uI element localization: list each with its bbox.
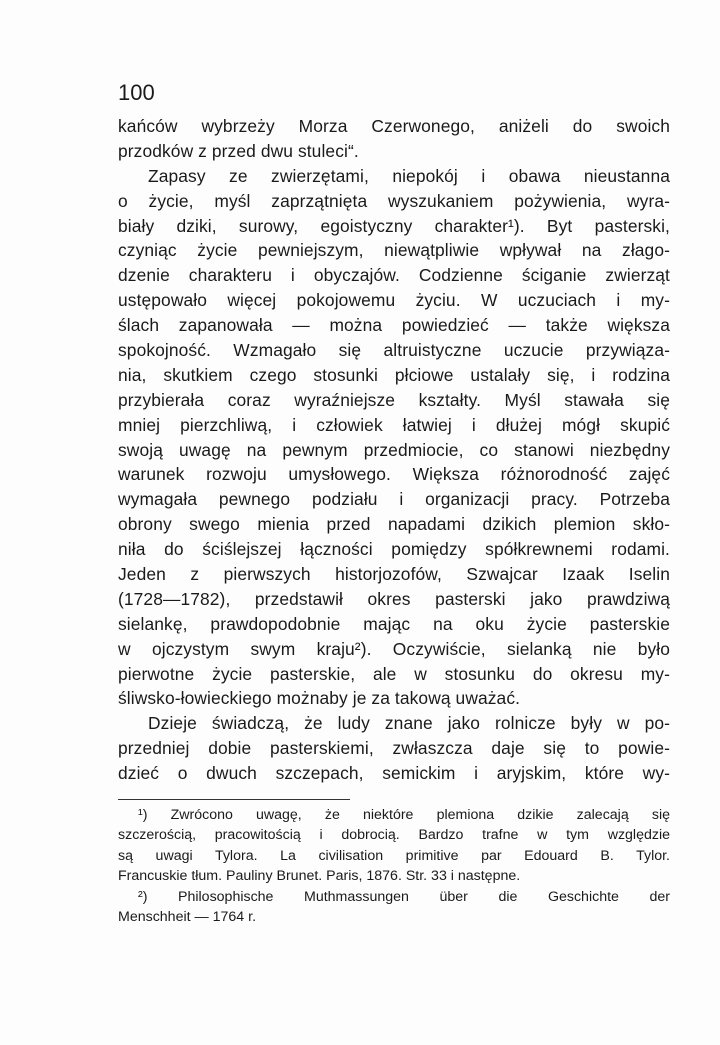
body-line: mniej pierzchliwą, i człowiek łatwiej i dłużej mógł skupić xyxy=(118,414,670,435)
footnote-line: Menschheit — 1764 r. xyxy=(118,908,257,925)
page-number: 100 xyxy=(118,80,155,105)
body-line: wymagała pewnego podziału i organizacji pracy. Potrzeba xyxy=(118,489,670,510)
footnotes xyxy=(118,805,670,927)
body-line: Zapasy ze zwierzętami, niepokój i obawa nieustanna xyxy=(148,165,670,186)
body-line: warunek rozwoju umysłowego. Większa różnorodność zajęć xyxy=(118,464,670,485)
body-line: ślach zapanowała — można powiedzieć — także większa xyxy=(118,315,670,336)
footnote-line: ²) Philosophische Muthmassungen über die Geschichte der xyxy=(138,888,670,905)
body-line: Dzieje świadczą, że ludy znane jako rolnicze były w po- xyxy=(148,713,670,734)
body-line: w ojczystym swym kraju²). Oczywiście, sielanką nie było xyxy=(118,638,670,659)
body-line: obrony swego mienia przed napadami dzikich plemion skło- xyxy=(118,514,670,535)
body-line: śliwsko-łowieckiego możnaby je za takową uważać. xyxy=(118,688,521,709)
body-line: kańców wybrzeży Morza Czerwonego, aniżeli do swoich xyxy=(118,116,670,136)
body-line: Jeden z pierwszych historjozofów, Szwajcar Izaak Iselin xyxy=(118,564,670,585)
body-line: przedniej dobie pasterskiemi, zwłaszcza daje się to powie- xyxy=(118,738,670,759)
footnote-line: ¹) Zwrócono uwagę, że niektóre plemiona dzikie zalecają się xyxy=(138,807,670,823)
body-line: dzieć o dwuch szczepach, semickim i aryjskim, które wy- xyxy=(118,763,670,784)
body-line: swoją uwagę na pewnym przedmiocie, co stanowi niezbędny xyxy=(118,439,670,460)
footnote-line: są uwagi Tylora. La civilisation primitive par Edouard B. Tylor. xyxy=(118,847,670,864)
body-line: ustępowało więcej pokojowemu życiu. W uczuciach i my- xyxy=(118,290,670,311)
body-line: dzenie charakteru i obyczajów. Codzienne ściganie zwierząt xyxy=(118,265,670,286)
body-line: sielankę, prawdopodobnie mając na oku życie pasterskie xyxy=(118,613,670,634)
body-text xyxy=(118,114,670,786)
body-line: (1728—1782), przedstawił okres pasterski jako prawdziwą xyxy=(118,588,670,609)
body-line: czyniąc życie pewniejszym, niewątpliwie wpływał na złago- xyxy=(118,240,670,261)
footnote-line: Francuskie tłum. Pauliny Brunet. Paris, 1876. Str. 33 i następne. xyxy=(118,868,521,885)
body-line: przodków z przed dwu stuleci“. xyxy=(118,140,359,161)
body-line: niła do ściślejszej łączności pomiędzy spółkrewnemi rodami. xyxy=(118,539,670,560)
body-line: spokojność. Wzmagało się altruistyczne uczucie przywiąza- xyxy=(118,340,670,361)
body-line: pierwotne życie pasterskie, ale w stosunku do okresu my- xyxy=(118,663,670,684)
body-line: biały dziki, surowy, egoistyczny charakter¹). Byt pasterski, xyxy=(118,215,670,236)
body-line: przybierała coraz wyraźniejsze kształty. Myśl stawała się xyxy=(118,389,670,410)
footnote-divider xyxy=(118,799,350,800)
body-line: o życie, myśl zaprzątnięta wyszukaniem pożywienia, wyra- xyxy=(118,190,670,211)
footnote-line: szczerością, pracowitością i dobrocią. Bardzo trafne w tym względzie xyxy=(118,827,670,844)
body-line: nia, skutkiem czego stosunki płciowe ustalały się, i rodzina xyxy=(118,364,670,385)
